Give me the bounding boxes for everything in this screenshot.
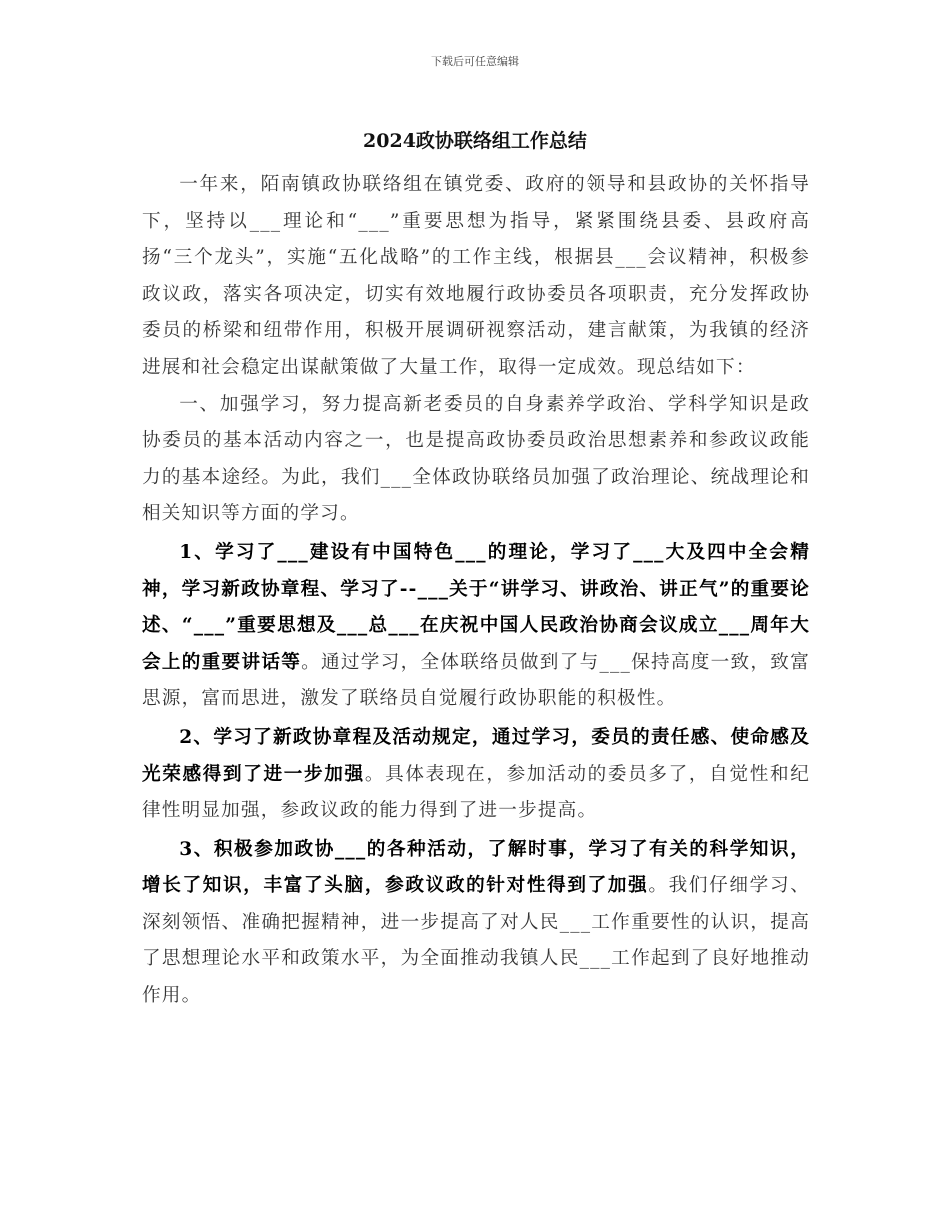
item-3-bold-text: 3、积极参加政协___的各种活动，了解时事，学习了有关的科学知识，增长了知识，丰富了头脑，参政议政的针对性得到了加强	[142, 838, 810, 897]
document-title: 2024政协联络组工作总结	[363, 130, 587, 152]
paragraph-item-3	[142, 832, 810, 1015]
paragraph-section-1: 一、加强学习，努力提高新老委员的自身素养学政治、学科学知识是政协委员的基本活动内容之一，也是提高政协委员政治思想素养和参政议政能力的基本途经。为此，我们___全体政协联络员加强了政治理论、统战理论和相关知识等方面的学习。	[142, 393, 810, 525]
page-header-note: 下载后可任意编辑	[431, 55, 519, 68]
item-1-bold-text: 1、学习了___建设有中国特色___的理论，学习了___大及四中全会精神，学习新政协章程、学习了--___关于“讲学习、讲政治、讲正气”的重要论述、“___”重要思想及___总___在庆祝中国人民政治协商会议成立___周年大会上的重要讲话等	[142, 541, 810, 673]
paragraph-intro: 一年来，陌南镇政协联络组在镇党委、政府的领导和县政协的关怀指导下，坚持以___理论和“___”重要思想为指导，紧紧围绕县委、县政府高扬“三个龙头”，实施“五化战略”的工作主线，根据县___会议精神，积极参政议政，落实各项决定，切实有效地履行政协委员各项职责，充分发挥政协委员的桥梁和纽带作用，积极开展调研视察活动，建言献策，为我镇的经济进展和社会稳定出谋献策做了大量工作，取得一定成效。现总结如下：	[142, 174, 810, 378]
paragraph-item-1	[142, 535, 810, 718]
item-3-normal-text: 。我们仔细学习、深刻领悟、准确把握精神，进一步提高了对人民___工作重要性的认识，提高了思想理论水平和政策水平，为全面推动我镇人民___工作起到了良好地推动作用。	[142, 875, 810, 1007]
item-2-bold-text: 2、学习了新政协章程及活动规定，通过学习，委员的责任感、使命感及光荣感得到了进一步加强	[142, 726, 810, 785]
item-1-normal-text: 。通过学习，全体联络员做到了与___保持高度一致，致富思源，富而思进，激发了联络员自觉履行政协职能的积极性。	[142, 651, 810, 710]
document-body	[142, 167, 810, 1015]
paragraph-item-2	[142, 720, 810, 830]
item-2-normal-text: 。具体表现在，参加活动的委员多了，自觉性和纪律性明显加强，参政议政的能力得到了进一步提高。	[142, 763, 811, 822]
